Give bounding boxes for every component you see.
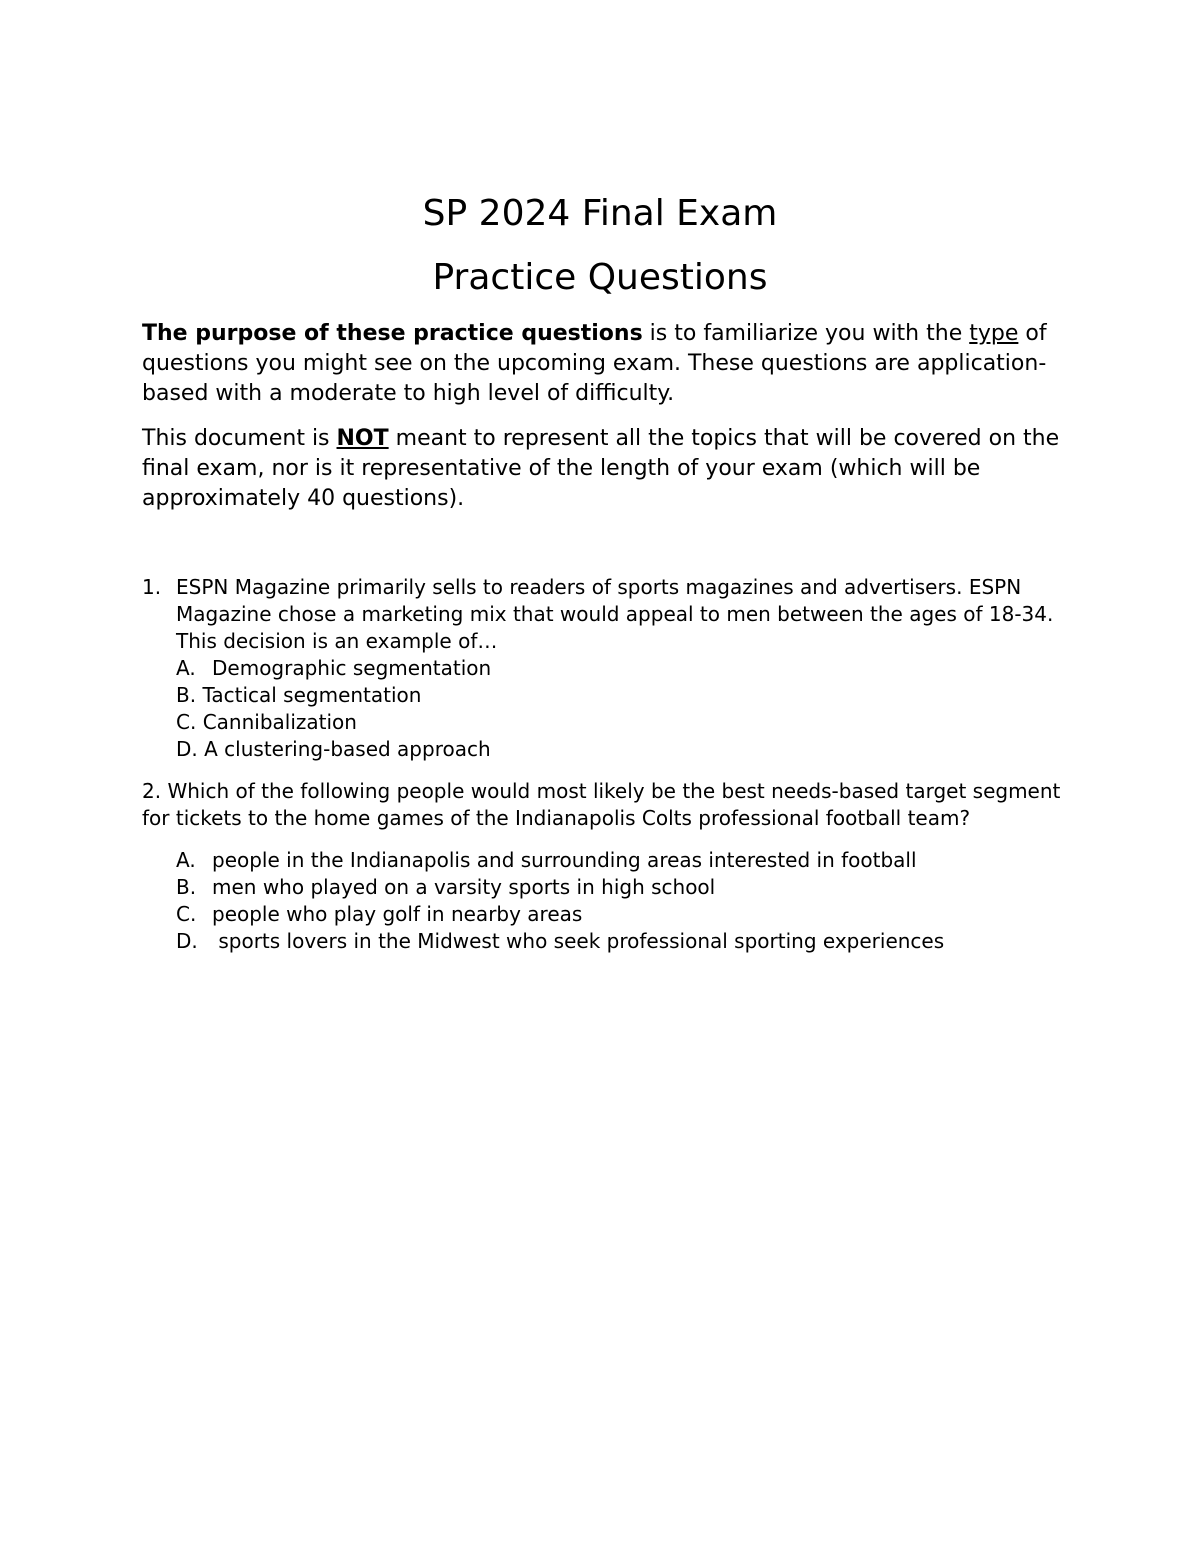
question-2 xyxy=(142,778,1062,955)
intro-not-emphasis: NOT xyxy=(336,426,389,451)
choice-text: men who played on a varsity sports in high school xyxy=(212,875,716,899)
intro-paragraph-scope xyxy=(142,424,1062,514)
intro-scope-text-a: This document is xyxy=(142,426,337,451)
choice-letter: B. xyxy=(176,683,197,707)
choice-letter: D. xyxy=(176,737,198,761)
question-1-choice-a xyxy=(176,655,1062,682)
question-1 xyxy=(142,574,1062,763)
question-2-choice-a xyxy=(176,847,1062,874)
question-1-choice-c xyxy=(176,709,1062,736)
choice-text: Demographic segmentation xyxy=(212,656,492,680)
intro-purpose-bold: The purpose of these practice questions xyxy=(142,321,643,346)
choice-text: people who play golf in nearby areas xyxy=(212,902,583,926)
choice-text: sports lovers in the Midwest who seek professional sporting experiences xyxy=(212,929,945,953)
intro-purpose-text-b: of questions you might see on the upcoming exam. These questions are application-based with a moderate to high level of difficulty. xyxy=(142,321,1047,406)
page-subtitle: Practice Questions xyxy=(432,257,768,298)
choice-letter: A. xyxy=(176,848,196,872)
question-1-choice-b xyxy=(176,682,1062,709)
page-title: SP 2024 Final Exam xyxy=(422,193,778,234)
choice-text: Tactical segmentation xyxy=(202,683,422,707)
choice-text: people in the Indianapolis and surrounding areas interested in football xyxy=(212,848,917,872)
choice-letter: C. xyxy=(176,710,197,734)
choice-letter: A. xyxy=(176,656,196,680)
questions-section xyxy=(142,574,1062,955)
intro-type-underlined: type xyxy=(969,321,1019,346)
question-1-number: 1. xyxy=(142,575,162,599)
choice-letter: B. xyxy=(176,875,197,899)
choice-letter: C. xyxy=(176,902,197,926)
question-2-number: 2. xyxy=(142,779,162,803)
question-1-choice-d xyxy=(176,736,1062,763)
question-1-text: ESPN Magazine primarily sells to readers of sports magazines and advertisers. ESPN Magazine chose a marketing mix that would appeal to men between the ages of 18-34. This decision is an example of… xyxy=(176,575,1054,653)
question-2-choice-c xyxy=(176,901,1062,928)
choice-text: A clustering-based approach xyxy=(204,737,491,761)
choice-letter: D. xyxy=(176,929,198,953)
choice-text: Cannibalization xyxy=(202,710,357,734)
question-2-choice-d xyxy=(176,928,1062,955)
question-2-choice-b xyxy=(176,874,1062,901)
intro-section xyxy=(142,319,1062,514)
question-2-choices xyxy=(142,847,1062,955)
title-block xyxy=(0,188,1200,304)
question-2-text xyxy=(142,778,1062,832)
intro-purpose-text-a: is to familiarize you with the xyxy=(642,321,970,346)
question-2-body: Which of the following people would most likely be the best needs-based target segment for tickets to the home games of the Indianapolis Colts professional football team? xyxy=(142,779,1061,830)
intro-paragraph-purpose xyxy=(142,319,1062,409)
intro-scope-text-b: meant to represent all the topics that will be covered on the final exam, nor is it representative of the length of your exam (which will be approximately 40 questions). xyxy=(142,426,1060,511)
